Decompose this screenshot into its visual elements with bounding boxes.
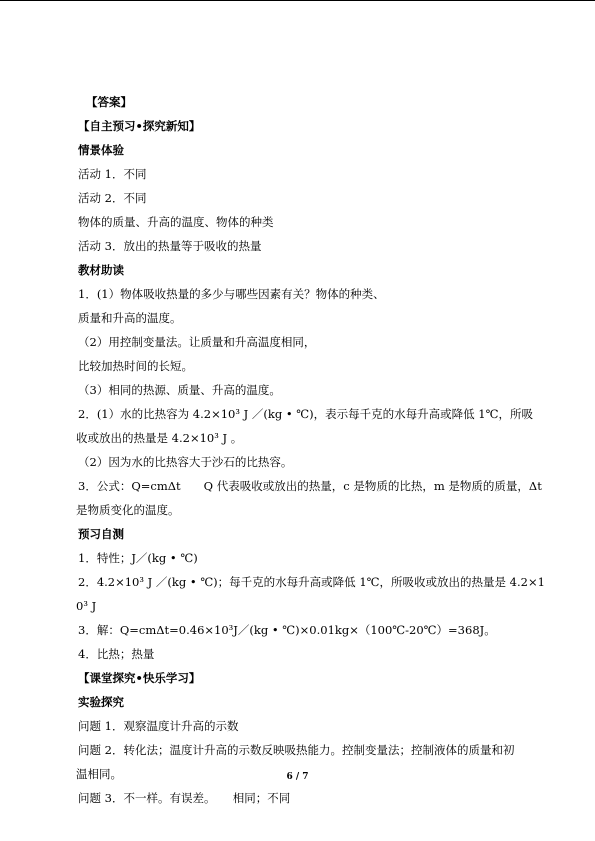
text-line: 1．特性；J／(kg • ℃) [78,551,198,565]
text-line: 比较加热时间的长短。 [78,359,193,373]
answer-heading: 【答案】 [86,95,132,109]
text-line: （2）用控制变量法。让质量和升高温度相同， [78,335,316,349]
text-line: 活动 2．不同 [78,191,147,205]
text-line: 0³ J [76,599,97,613]
text-line: 温相同。 [76,767,122,781]
page-number: 6 / 7 [286,772,309,782]
text-line: 问题 2．转化法；温度计升高的示数反映吸热能力。控制变量法；控制液体的质量和初 [78,743,515,757]
text-line: 收或放出的热量是 4.2×10³ J 。 [76,431,243,445]
text-line: （2）因为水的比热容大于沙石的比热容。 [78,455,293,469]
subheading-scenario: 情景体验 [78,143,124,157]
text-line: 问题 1．观察温度计升高的示数 [78,719,239,733]
text-line: 3．公式：Q=cmΔt Q 代表吸收或放出的热量，c 是物质的比热，m 是物质的质量，Δt [78,479,542,493]
text-line: 是物质变化的温度。 [76,503,180,517]
text-line: 2．(1）水的比热容为 4.2×10³ J ／(kg • ℃)，表示每千克的水每升高或降低 1℃，所吸 [78,407,533,421]
text-line: 活动 1．不同 [78,167,147,181]
subheading-experiment: 实验探究 [78,695,124,709]
text-line: 4．比热；热量 [78,647,155,661]
text-line: 物体的质量、升高的温度、物体的种类 [78,215,274,229]
text-line: 2．4.2×10³ J ／(kg • ℃)；每千克的水每升高或降低 1℃，所吸收或放出的热量是 4.2×1 [78,575,545,589]
section-heading-preview: 【自主预习•探究新知】 [78,119,201,133]
text-line: 1．(1）物体吸收热量的多少与哪些因素有关？物体的种类、 [78,287,385,301]
text-line: 问题 3．不一样。有误差。 相同；不同 [78,791,291,805]
subheading-self-test: 预习自测 [78,527,124,541]
text-line: 3．解：Q=cmΔt=0.46×10³J／(kg • ℃)×0.01kg×（100℃-20℃）=368J。 [78,623,496,637]
text-line: 活动 3．放出的热量等于吸收的热量 [78,239,262,253]
text-line: 质量和升高的温度。 [78,311,182,325]
top-border-line [0,0,595,1]
text-line: （3）相同的热源、质量、升高的温度。 [78,383,281,397]
section-heading-classroom: 【课堂探究•快乐学习】 [78,671,201,685]
subheading-textbook: 教材助读 [78,263,124,277]
